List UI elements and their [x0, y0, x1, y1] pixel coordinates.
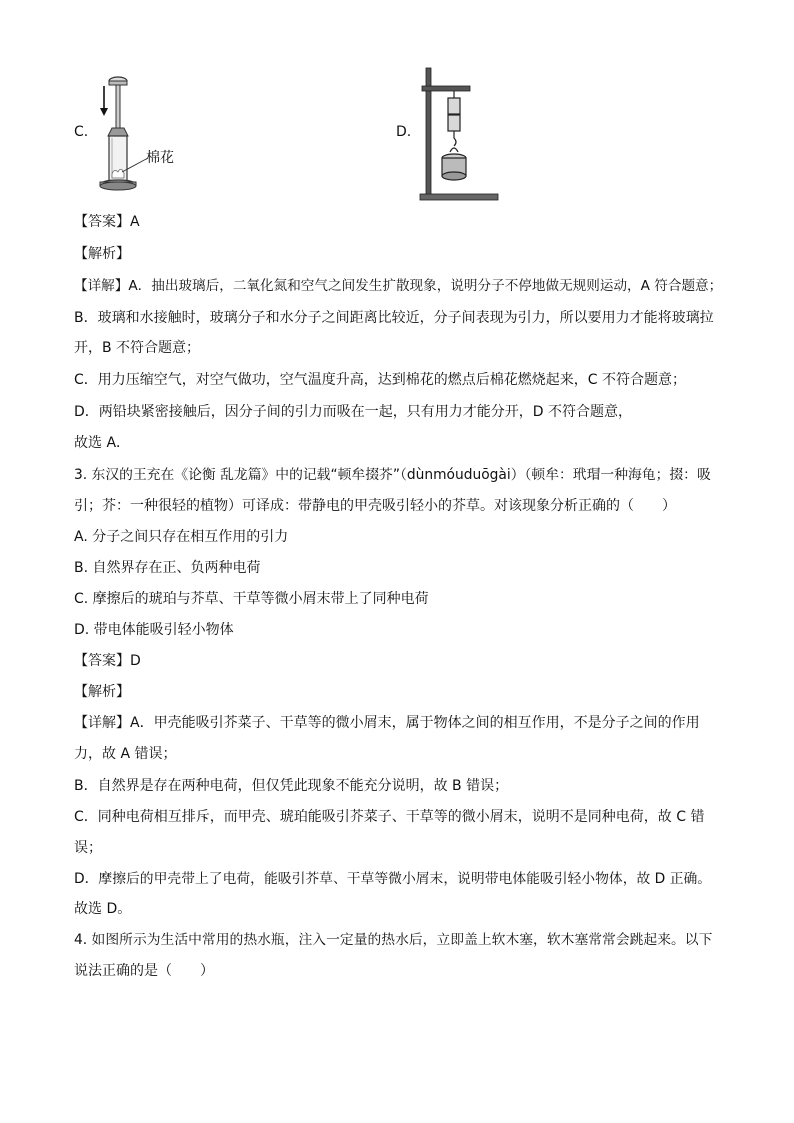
q2-detail-a: 【详解】A．抽出玻璃后，二氧化氮和空气之间发生扩散现象，说明分子不停地做无规则运动，A 符合题意；: [74, 278, 723, 294]
q2-conclusion: 故选 A．: [74, 435, 131, 451]
q4-stem-line2: 说法正确的是（ ）: [74, 963, 214, 979]
q3-detail-c-line2: 误；: [74, 840, 102, 856]
q3-stem-line1: 3. 东汉的王充在《论衡 乱龙篇》中的记载“顿牟掇芥”（dùnmóuduōgài）（顿牟：玳瑁一种海龟；掇：吸: [74, 467, 711, 483]
q3-detail-a-line2: 力，故 A 错误；: [74, 746, 177, 762]
q2-detail-b-line1: B．玻璃和水接触时，玻璃分子和水分子之间距离比较近，分子间表现为引力，所以要用力才能将玻璃拉: [74, 310, 714, 326]
compression-cylinder-figure: [96, 74, 206, 192]
q3-answer: 【答案】D: [74, 653, 141, 669]
q3-option-c: C. 摩擦后的琥珀与芥草、干草等微小屑末带上了同种电荷: [74, 591, 429, 607]
option-c-label: C.: [74, 124, 89, 140]
q3-option-d: D. 带电体能吸引轻小物体: [74, 622, 234, 638]
cotton-label: 棉花: [146, 150, 174, 166]
lead-blocks-stand-figure: [418, 66, 500, 202]
option-d-label: D.: [396, 124, 412, 140]
q4-stem-line1: 4. 如图所示为生活中常用的热水瓶，注入一定量的热水后，立即盖上软木塞，软木塞常常会跳起来。以下: [74, 932, 713, 948]
q3-option-b: B. 自然界存在正、负两种电荷: [74, 560, 261, 576]
q3-detail-b: B．自然界是存在两种电荷，但仅凭此现象不能充分说明，故 B 错误；: [74, 778, 509, 794]
q3-detail-c-line1: C．同种电荷相互排斥，而甲壳、琥珀能吸引芥菜子、干草等的微小屑末，说明不是同种电荷，故 C 错: [74, 809, 705, 825]
q2-detail-d: D．两铅块紧密接触后，因分子间的引力而吸在一起，只有用力才能分开，D 不符合题意，: [74, 404, 633, 420]
q2-detail-c: C．用力压缩空气，对空气做功，空气温度升高，达到棉花的燃点后棉花燃烧起来，C 不符合题意；: [74, 372, 686, 388]
q3-detail-d: D．摩擦后的甲壳带上了电荷，能吸引芥草、干草等微小屑末，说明带电体能吸引轻小物体，故 D 正确。: [74, 871, 712, 887]
q2-analysis-heading: 【解析】: [74, 246, 130, 262]
q3-option-a: A. 分子之间只存在相互作用的引力: [74, 529, 289, 545]
q3-stem-line2: 引；芥：一种很轻的植物）可译成：带静电的甲壳吸引轻小的芥草。对该现象分析正确的（ ）: [74, 498, 676, 514]
q3-analysis-heading: 【解析】: [74, 684, 130, 700]
q3-detail-a-line1: 【详解】A．甲壳能吸引芥菜子、干草等的微小屑末，属于物体之间的相互作用，不是分子之间的作用: [74, 715, 700, 731]
q2-answer: 【答案】A: [74, 214, 140, 230]
q2-detail-b-line2: 开，B 不符合题意；: [74, 340, 201, 356]
q3-conclusion: 故选 D。: [74, 901, 132, 917]
